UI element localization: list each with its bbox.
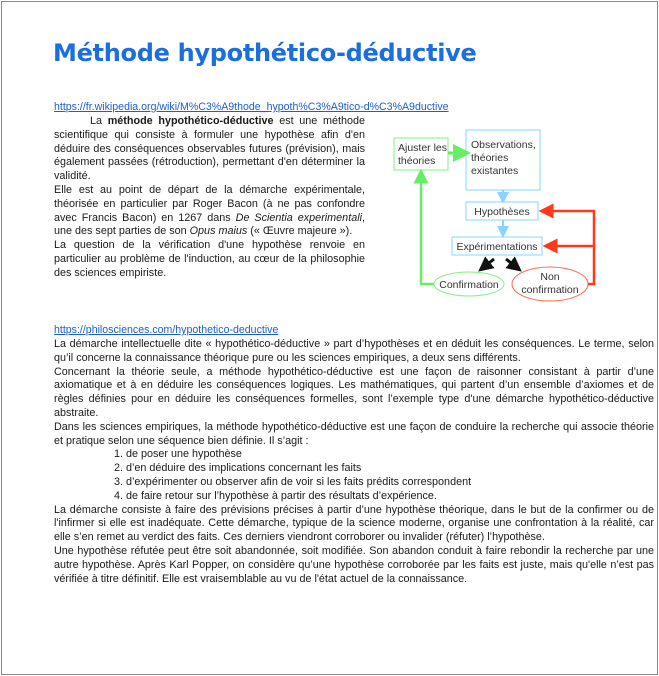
text: , une des sept parties de son: [54, 211, 365, 238]
text: La: [90, 115, 108, 127]
body-paragraph-1: La démarche intellectuelle dite « hypothético-déductive » part d’hypothèses et en déduit les conséquences. Le terme, selon qu’il concerne la connaissance théorique pure ou les sciences empiriques, a deux sens différents.: [54, 338, 654, 364]
list-item: 4. de faire retour sur l’hypothèse à partir des résultats d’expérience.: [114, 489, 437, 502]
steps-list: [54, 448, 654, 503]
node-observations: [466, 130, 540, 190]
list-item: 1. de poser une hypothèse: [114, 448, 242, 461]
text: Elle est au point de départ de la démarche expérimentale, théorisée en particulier par Roger Bacon (à ne pas confondre avec Francis Bacon) en 1267 dans: [54, 183, 365, 224]
intro-paragraph-2: [54, 184, 365, 239]
arrow-to-confirmation: [484, 259, 494, 267]
philosciences-text: [54, 338, 654, 586]
svg-text:Confirmation: Confirmation: [439, 279, 499, 291]
svg-text:Non: Non: [540, 271, 560, 283]
body-paragraph-4: La démarche consiste à faire des prévisions précises à partir d’une hypothèse théorique, dans le but de la confirmer ou de l'infirmer si elle est inadéquate. Cette démarche, typique de la science moderne, organise une confrontation à la réalité, car elle s’en remet au verdict des faits. Ces derniers viendront corroborer ou invalider (réfuter) l’hypothèse.: [54, 503, 654, 544]
intro-paragraph-3: La question de la vérification d'une hypothèse renvoie en particulier au problème de l'induction, au cœur de la philosophie des sciences empiriste.: [54, 239, 365, 279]
intro-text: [54, 115, 365, 281]
bold-term: méthode hypothético-déductive: [107, 115, 274, 127]
body-paragraph-2: Concernant la théorie seule, a méthode hypothético-déductive est une façon de raisonner consistant à partir d’une axiomatique et à en déduire les conséquences logiques. Les mathématiques, qui partent d’un ensemble d’axiomes et de règles définies pour en déduire les conséquences formelles, sont l’exemple type d'une démarche hypothético-déductive abstraite.: [54, 365, 654, 419]
node-experiments: [452, 237, 542, 255]
document-page: [1, 1, 658, 675]
body-paragraph-5: Une hypothèse réfutée peut être soit abandonnée, soit modifiée. Son abandon conduit à faire rebondir la recherche par une autre hypothèse. Après Karl Popper, on considère qu’une hypothèse corroborée par les faits est juste, mais qu'elle n’est pas vérifiée à titre définitif. Elle est vraisemblable au vu de l'état actuel de la connaissance.: [54, 544, 654, 585]
page-title: Méthode hypothético-déductive: [53, 39, 477, 67]
philosciences-link[interactable]: https://philosciences.com/hypothetico-deductive: [54, 324, 279, 336]
svg-text:existantes: existantes: [471, 165, 519, 177]
svg-text:Expérimentations: Expérimentations: [456, 241, 538, 253]
svg-text:confirmation: confirmation: [521, 284, 579, 296]
list-item: 2. d’en déduire des implications concernant les faits: [114, 462, 362, 475]
node-confirmation: [434, 272, 504, 296]
node-hypotheses: [466, 202, 538, 220]
svg-text:théories: théories: [471, 152, 509, 164]
svg-text:théories: théories: [398, 155, 436, 167]
text: (« Œuvre majeure »).: [247, 225, 353, 238]
svg-text:Observations,: Observations,: [471, 139, 536, 151]
node-adjust-theories: [394, 138, 448, 170]
body-paragraph-3: Dans les sciences empiriques, la méthode hypothético-déductive est une façon de conduire la recherche qui associe théorie et pratique selon une séquence bien définie. Il s’agit :: [54, 420, 654, 447]
intro-paragraph-1: [54, 115, 365, 184]
italic-title: Opus maius: [189, 225, 248, 238]
arrow-to-non-confirmation: [506, 259, 516, 267]
svg-text:Hypothèses: Hypothèses: [474, 206, 530, 218]
text: est une méthode scientifique qui consiste à formuler une hypothèse afin d'en déduire des conséquences observables futures (prévision), mais également passées (rétroduction), permettant d'en déterminer la validité.: [54, 115, 365, 183]
list-item: 3. d’expérimenter ou observer afin de voir si les faits prédits correspondent: [114, 475, 472, 488]
wikipedia-link[interactable]: https://fr.wikipedia.org/wiki/M%C3%A9thode_hypoth%C3%A9tico-d%C3%A9ductive: [54, 101, 449, 113]
node-non-confirmation: [512, 267, 588, 301]
italic-title: De Scientia experimentali: [235, 211, 362, 224]
arrow-confirmation-to-adjust: [421, 176, 434, 284]
method-flow-diagram: [386, 120, 596, 305]
svg-text:Ajuster les: Ajuster les: [398, 142, 448, 154]
